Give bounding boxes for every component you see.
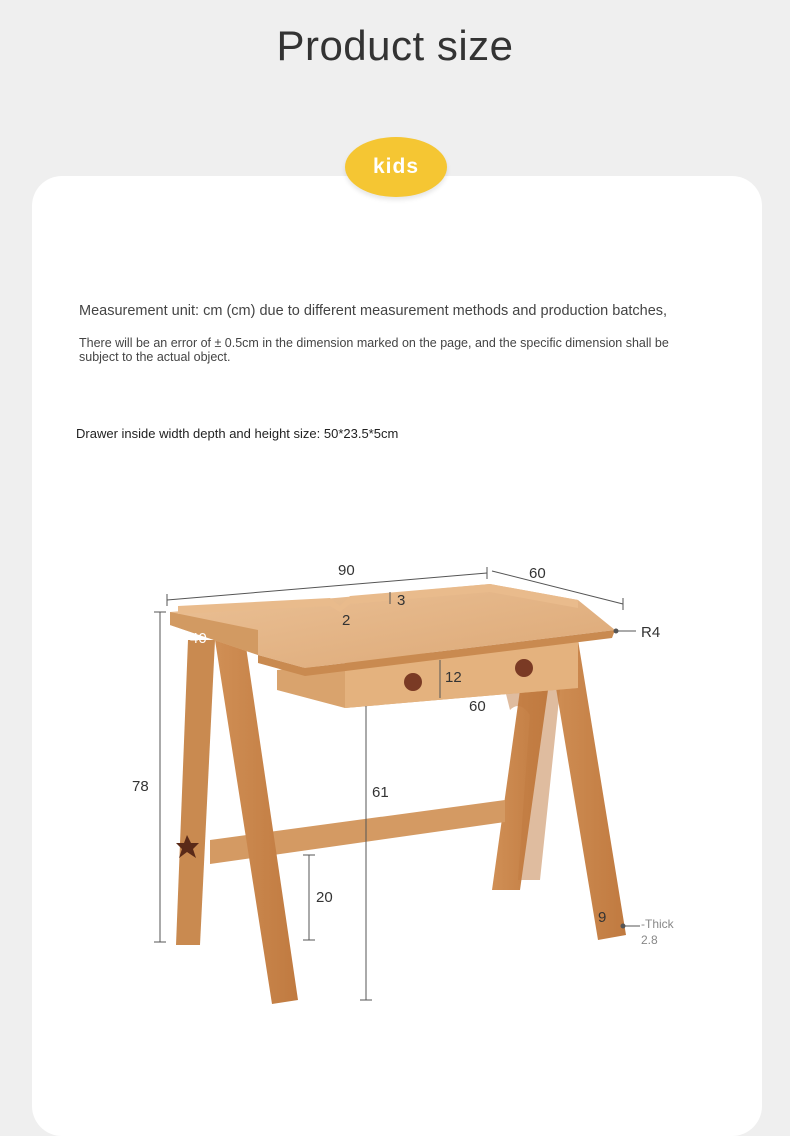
kids-badge: kids — [345, 137, 447, 197]
thick-marker — [621, 924, 626, 929]
radius-label: R4 — [641, 624, 661, 641]
underside-height-label: 61 — [372, 784, 389, 801]
radius-marker — [614, 629, 619, 634]
side-depth-label: 40 — [190, 630, 207, 647]
drawer-width-label: 60 — [469, 698, 486, 715]
depth-label: 60 — [529, 565, 546, 582]
thick-value: 2.8 — [641, 933, 658, 947]
lip-gap-label: 2 — [342, 612, 351, 629]
drawer-knob-left — [404, 673, 422, 691]
drawer-height-label: 12 — [445, 669, 462, 686]
measurement-unit-note: Measurement unit: cm (cm) due to different measurement methods and production batches, — [79, 303, 668, 319]
measurement-error-note: There will be an error of ± 0.5cm in the dimension marked on the page, and the specific dimension shall be subject to the actual object. — [79, 336, 669, 364]
drawer-knob-right — [515, 659, 533, 677]
back-left-leg — [176, 640, 215, 945]
leg-foot-label: 9 — [598, 909, 607, 926]
drawer-size-note: Drawer inside width depth and height size: 50*23.5*5cm — [76, 426, 399, 441]
thick-label: -Thick — [641, 917, 674, 931]
width-label: 90 — [338, 562, 355, 579]
total-height-label: 78 — [132, 778, 149, 795]
front-left-leg — [215, 640, 298, 1004]
stretcher-height-label: 20 — [316, 889, 333, 906]
lip-height-label: 3 — [397, 592, 406, 609]
page-title: Product size — [276, 22, 514, 69]
